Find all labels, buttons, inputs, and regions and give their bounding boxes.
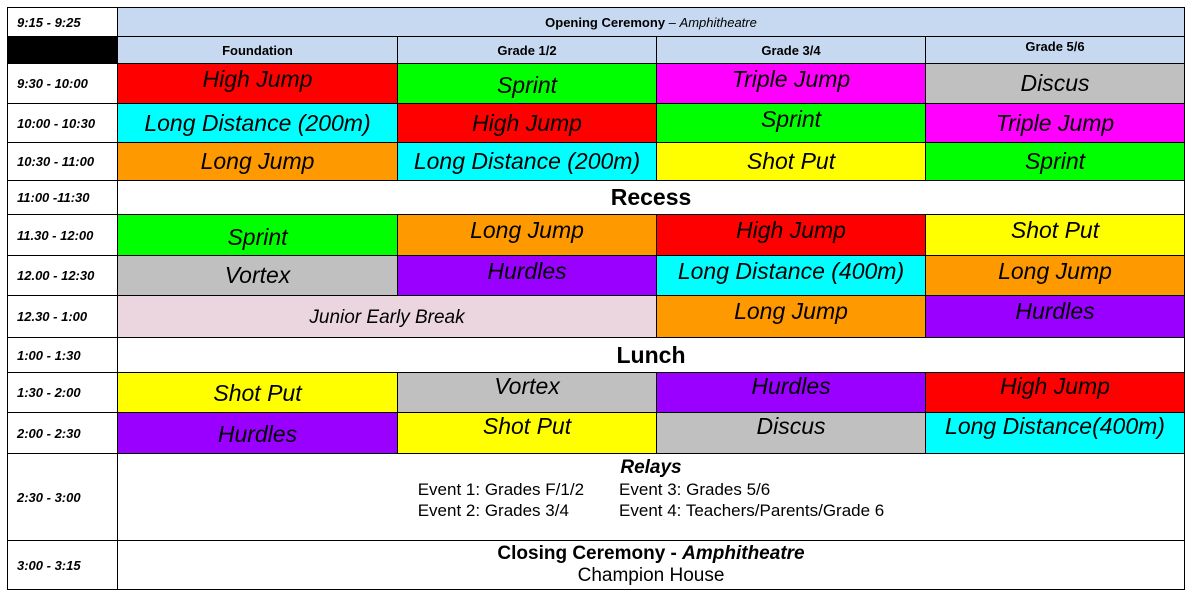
- event-cell: [117, 142, 398, 181]
- event-cell: [397, 372, 657, 413]
- column-header-grade-5-6: [925, 36, 1185, 64]
- event-cell: [656, 372, 926, 413]
- event-cell: [656, 142, 926, 181]
- event-label: Shot Put: [1010, 217, 1100, 243]
- event-label: Long Jump: [470, 217, 584, 243]
- event-cell: [656, 412, 926, 454]
- time-cell: [7, 295, 118, 338]
- event-label: Sprint: [760, 106, 822, 132]
- event-label: Shot Put: [213, 380, 302, 406]
- event-label: Long Distance (200m): [144, 109, 371, 136]
- time-cell: [7, 412, 118, 454]
- event-cell: [925, 214, 1185, 256]
- event-cell: [925, 412, 1185, 454]
- time-label: 9:30 - 10:00: [17, 76, 88, 91]
- event-cell: [117, 214, 398, 256]
- event-label: Long Jump: [734, 298, 848, 324]
- relays-cell: [117, 453, 1185, 541]
- recess-cell: [117, 180, 1185, 215]
- event-label: Hurdles: [487, 258, 567, 284]
- time-label: 2:00 - 2:30: [17, 425, 81, 441]
- champion-house: Champion House: [577, 565, 725, 586]
- column-header-foundation: [117, 36, 398, 64]
- opening-venue: Amphitheatre: [679, 14, 757, 30]
- time-label: 1:00 - 1:30: [17, 347, 81, 363]
- time-cell: [7, 255, 118, 296]
- relay-event-2: Event 2: Grades 3/4: [417, 501, 569, 520]
- event-label: Hurdles: [751, 373, 831, 399]
- time-label: 12.00 - 12:30: [17, 268, 95, 283]
- event-cell: [925, 372, 1185, 413]
- time-label: 9:15 - 9:25: [17, 14, 81, 30]
- recess-label: Recess: [610, 184, 692, 210]
- event-label: Junior Early Break: [309, 307, 465, 328]
- column-header-label: Grade 3/4: [761, 42, 821, 58]
- event-cell: [117, 103, 398, 143]
- closing-title: Closing Ceremony -: [497, 543, 683, 564]
- event-label: Triple Jump: [731, 66, 851, 92]
- event-label: High Jump: [736, 217, 846, 243]
- time-label: 10:30 - 11:00: [17, 154, 95, 169]
- time-label: 1:30 - 2:00: [17, 385, 81, 400]
- event-cell: [925, 103, 1185, 143]
- event-label: Long Distance (200m): [413, 148, 641, 174]
- event-label: Sprint: [1024, 148, 1086, 174]
- time-cell-opening: [7, 7, 118, 37]
- event-label: High Jump: [472, 109, 582, 136]
- time-label: 10:00 - 10:30: [17, 115, 96, 131]
- relays-title: Relays: [620, 457, 682, 478]
- event-label: Discus: [756, 413, 826, 439]
- time-label: 12.30 - 1:00: [17, 309, 88, 324]
- event-cell: [656, 63, 926, 104]
- event-label: Sprint: [227, 224, 288, 250]
- event-cell: [397, 103, 657, 143]
- event-label: Vortex: [494, 373, 560, 399]
- column-header-label: Grade 5/6: [1025, 39, 1085, 54]
- column-header-label: Foundation: [222, 42, 293, 58]
- time-cell: [7, 372, 118, 413]
- closing-title-line: [497, 543, 804, 565]
- event-label: High Jump: [202, 66, 313, 92]
- time-label: 2:30 - 3:00: [17, 489, 81, 505]
- lunch-label: Lunch: [616, 341, 686, 368]
- event-cell: [925, 63, 1185, 104]
- event-cell: [656, 255, 926, 296]
- opening-dash: –: [665, 14, 680, 30]
- event-cell: [656, 295, 926, 338]
- lunch-cell: [117, 337, 1185, 373]
- time-cell: [7, 63, 118, 104]
- time-cell: [7, 453, 118, 541]
- event-cell: [397, 255, 657, 296]
- event-cell: [117, 412, 398, 454]
- closing-ceremony-cell: [117, 540, 1185, 590]
- closing-venue: Amphitheatre: [682, 543, 805, 564]
- event-cell: [925, 295, 1185, 338]
- event-cell: [117, 372, 398, 413]
- time-cell: [7, 142, 118, 181]
- column-header-grade-1-2: [397, 36, 657, 64]
- relay-event-4: Event 4: Teachers/Parents/Grade 6: [619, 501, 885, 520]
- event-cell: [397, 214, 657, 256]
- time-cell: [7, 337, 118, 373]
- event-label: Triple Jump: [995, 109, 1115, 136]
- event-label: Long Distance (400m): [677, 258, 905, 284]
- event-cell: [656, 214, 926, 256]
- event-cell: [397, 63, 657, 104]
- event-label: Hurdles: [217, 421, 298, 447]
- junior-early-break-cell: [117, 295, 657, 338]
- time-cell: [7, 540, 118, 590]
- time-cell: [7, 103, 118, 143]
- event-label: High Jump: [1000, 373, 1110, 399]
- event-cell: [117, 255, 398, 296]
- time-label: 3:00 - 3:15: [17, 557, 81, 573]
- time-label: 11:00 -11:30: [17, 190, 90, 205]
- event-cell: [397, 142, 657, 181]
- time-cell: [7, 214, 118, 256]
- event-cell: [656, 103, 926, 143]
- relays-events: [418, 479, 885, 521]
- relay-event-3: Event 3: Grades 5/6: [619, 480, 771, 499]
- time-cell: [7, 180, 118, 215]
- event-label: Hurdles: [1015, 298, 1095, 324]
- event-label: Long Jump: [200, 148, 315, 174]
- event-cell: [925, 142, 1185, 181]
- event-label: Long Distance(400m): [945, 413, 1165, 439]
- column-header-grade-3-4: [656, 36, 926, 64]
- relay-event-1: Event 1: Grades F/1/2: [417, 480, 585, 499]
- event-label: Shot Put: [746, 148, 836, 174]
- event-label: Long Jump: [998, 258, 1112, 284]
- time-label: 11.30 - 12:00: [17, 227, 94, 243]
- column-header-label: Grade 1/2: [497, 42, 557, 58]
- opening-ceremony-cell: [117, 7, 1185, 37]
- event-label: Discus: [1020, 70, 1090, 96]
- event-cell: [117, 63, 398, 104]
- event-cell: [925, 255, 1185, 296]
- event-label: Shot Put: [482, 413, 572, 439]
- event-label: Vortex: [224, 262, 291, 288]
- event-label: Sprint: [496, 72, 558, 98]
- header-corner-cell: [7, 36, 118, 64]
- opening-title: Opening Ceremony: [545, 14, 666, 30]
- event-cell: [397, 412, 657, 454]
